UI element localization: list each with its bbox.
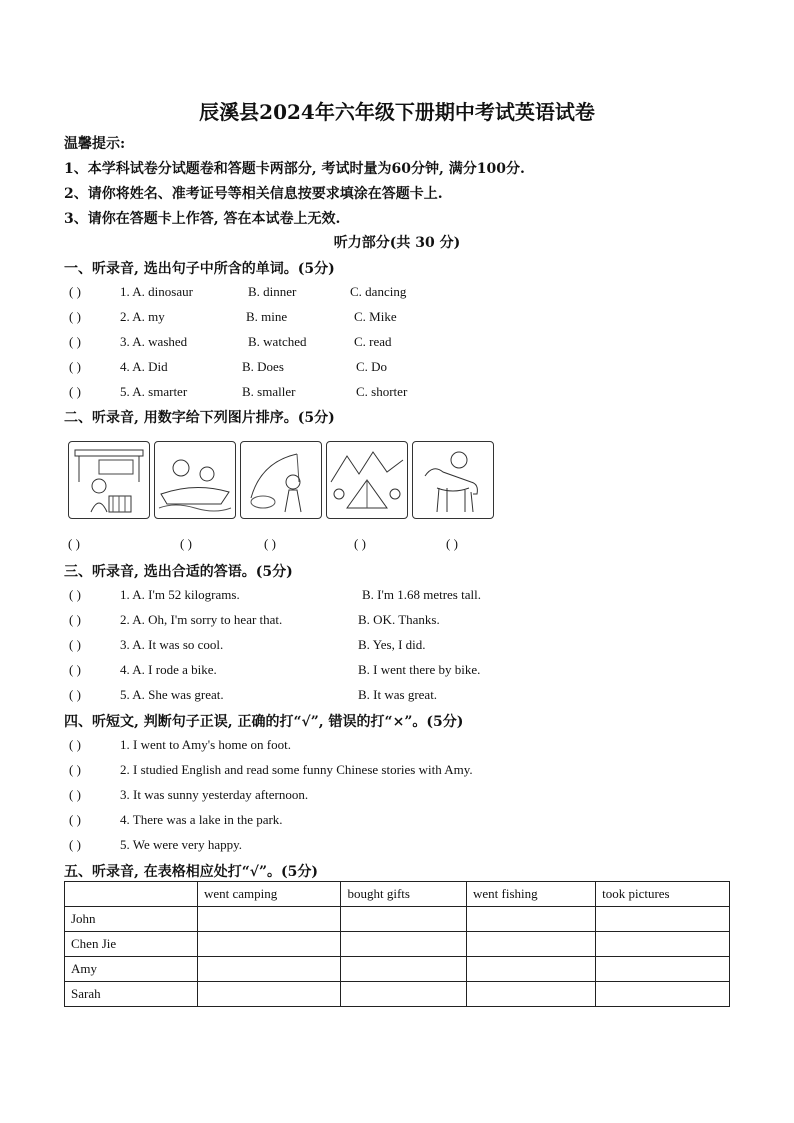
option-a: 4. A. Did [120,359,168,374]
row-name-cell: Sarah [65,982,198,1007]
statement-text: 1. I went to Amy's home on foot. [120,737,291,752]
answer-blank[interactable]: ( ) [69,637,81,652]
option-b: B. Does [242,359,284,374]
check-cell[interactable] [341,982,467,1007]
option-b: B. mine [246,309,288,324]
option-b: B. Yes, I did. [358,637,426,652]
table-row [65,907,730,932]
check-cell[interactable] [467,932,596,957]
camping-scene-picture [326,441,408,519]
picture-order-blank[interactable]: ( ) [446,536,458,551]
table-header-row [65,882,730,907]
check-cell[interactable] [341,907,467,932]
answer-blank[interactable]: ( ) [69,309,81,324]
statement-text: 3. It was sunny yesterday afternoon. [120,787,309,802]
answer-blank[interactable]: ( ) [69,359,81,374]
picture-order-blank[interactable]: ( ) [354,536,366,551]
table-row [65,982,730,1007]
option-b: B. watched [248,334,307,349]
option-b: B. OK. Thanks. [358,612,440,627]
table-row [65,957,730,982]
answer-blank[interactable]: ( ) [69,284,81,299]
horse-riding-scene-picture [412,441,494,519]
answer-blank[interactable]: ( ) [69,812,81,827]
section3-heading: 三、听录音, 选出合适的答语。(5分) [64,564,293,580]
activity-table [64,881,730,1007]
answer-blank[interactable]: ( ) [69,762,81,777]
check-cell[interactable] [341,957,467,982]
option-a: 3. A. It was so cool. [120,637,224,652]
statement-text: 4. There was a lake in the park. [120,812,283,827]
table-header-cell: went camping [198,882,341,907]
exam-title: 辰溪县2024年六年级下册期中考试英语试卷 [199,100,595,124]
row-name-cell: Amy [65,957,198,982]
section5-heading: 五、听录音, 在表格相应处打“√”。(5分) [64,864,319,880]
option-b: B. dinner [248,284,297,299]
option-a: 5. A. smarter [120,384,188,399]
check-cell[interactable] [467,982,596,1007]
check-cell[interactable] [467,957,596,982]
option-c: C. Do [356,359,388,374]
check-cell[interactable] [596,907,730,932]
option-a: 1. A. I'm 52 kilograms. [120,587,240,602]
tip-item: 3、请你在答题卡上作答, 答在本试卷上无效. [64,211,341,227]
answer-blank[interactable]: ( ) [69,384,81,399]
table-row [65,932,730,957]
check-cell[interactable] [596,957,730,982]
option-b: B. It was great. [358,687,438,702]
section2-heading: 二、听录音, 用数字给下列图片排序。(5分) [64,410,335,426]
option-a: 1. A. dinosaur [120,284,193,299]
option-b: B. I went there by bike. [358,662,481,677]
tips-heading: 温馨提示: [64,136,126,152]
option-c: C. read [354,334,392,349]
table-header-cell: took pictures [596,882,730,907]
option-c: C. shorter [356,384,408,399]
statement-text: 2. I studied English and read some funny Chinese stories with Amy. [120,762,473,777]
answer-blank[interactable]: ( ) [69,612,81,627]
answer-blank[interactable]: ( ) [69,687,81,702]
option-a: 2. A. my [120,309,165,324]
picture-order-blank[interactable]: ( ) [180,536,192,551]
picture-order-blank[interactable]: ( ) [264,536,276,551]
section4-heading: 四、听短文, 判断句子正误, 正确的打“√”, 错误的打“×”。(5分) [64,714,464,730]
picture-strip [68,441,492,519]
tip-item: 2、请你将姓名、准考证号等相关信息按要求填涂在答题卡上. [64,186,443,202]
statement-text: 5. We were very happy. [120,837,243,852]
check-cell[interactable] [198,907,341,932]
option-a: 3. A. washed [120,334,188,349]
option-b: B. smaller [242,384,296,399]
check-cell[interactable] [596,982,730,1007]
boating-scene-picture [154,441,236,519]
picture-order-blank[interactable]: ( ) [68,536,80,551]
option-a: 5. A. She was great. [120,687,224,702]
tip-item: 1、本学科试卷分试题卷和答题卡两部分, 考试时量为60分钟, 满分100分. [64,161,525,177]
table-header-cell [65,882,198,907]
check-cell[interactable] [341,932,467,957]
answer-blank[interactable]: ( ) [69,737,81,752]
check-cell[interactable] [198,932,341,957]
section1-heading: 一、听录音, 选出句子中所含的单词。(5分) [64,261,335,277]
table-header-cell: went fishing [467,882,596,907]
option-a: 2. A. Oh, I'm sorry to hear that. [120,612,283,627]
option-c: C. Mike [354,309,397,324]
check-cell[interactable] [596,932,730,957]
row-name-cell: John [65,907,198,932]
check-cell[interactable] [198,982,341,1007]
listening-heading: 听力部分(共 30 分) [333,235,461,251]
answer-blank[interactable]: ( ) [69,787,81,802]
answer-blank[interactable]: ( ) [69,837,81,852]
check-cell[interactable] [198,957,341,982]
option-a: 4. A. I rode a bike. [120,662,217,677]
answer-blank[interactable]: ( ) [69,587,81,602]
answer-blank[interactable]: ( ) [69,334,81,349]
answer-blank[interactable]: ( ) [69,662,81,677]
check-cell[interactable] [467,907,596,932]
option-b: B. I'm 1.68 metres tall. [362,587,481,602]
row-name-cell: Chen Jie [65,932,198,957]
table-header-cell: bought gifts [341,882,467,907]
option-c: C. dancing [350,284,407,299]
shopping-scene-picture [68,441,150,519]
fishing-scene-picture [240,441,322,519]
